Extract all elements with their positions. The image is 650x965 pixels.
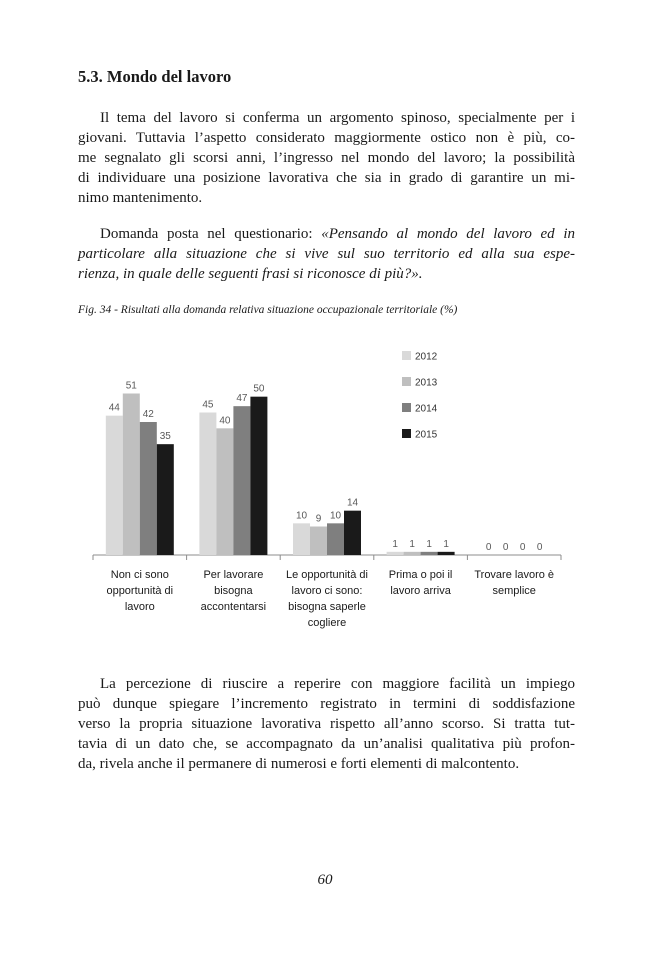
question-quote: rienza, in quale delle seguenti frasi si riconosce di più?». — [78, 266, 423, 282]
page-number: 60 — [317, 872, 333, 888]
text-line — [78, 264, 575, 284]
data-label: 51 — [125, 380, 137, 392]
category-label: semplice — [492, 585, 536, 597]
legend-swatch — [402, 351, 411, 360]
category-label: Per lavorare — [203, 569, 264, 581]
bar-2012 — [387, 552, 404, 555]
bar-2015 — [157, 444, 174, 555]
data-label: 1 — [443, 538, 449, 550]
data-label: 1 — [426, 538, 432, 550]
category-label: lavoro arriva — [390, 585, 451, 597]
bar-2014 — [140, 422, 157, 555]
text-line: verso la propria situazione lavorativa rispetto all’anno scorso. Si tratta tut- — [78, 716, 575, 732]
legend-label: 2012 — [415, 351, 438, 363]
data-label: 10 — [295, 510, 308, 522]
category-label: accontentarsi — [200, 601, 267, 613]
category-label: Prima o poi il — [388, 569, 453, 581]
data-label: 1 — [392, 538, 398, 550]
data-label: 50 — [253, 383, 265, 395]
bar-chart-svg — [78, 340, 578, 640]
category-label: lavoro — [124, 601, 155, 613]
data-label: 14 — [346, 497, 359, 509]
bar-2012 — [293, 523, 310, 555]
question-paragraph — [78, 224, 575, 284]
conclusion-paragraph — [78, 674, 575, 774]
text-line: giovani. Tuttavia l’aspetto considerato maggiormente ostico non è più, co- — [78, 130, 575, 146]
bar-2013 — [216, 428, 233, 555]
bar-2014 — [421, 552, 438, 555]
data-label: 10 — [329, 510, 342, 522]
bar-2013 — [404, 552, 421, 555]
category-label: bisogna — [214, 585, 253, 597]
bar-2014 — [327, 523, 344, 555]
text-line: La percezione di riuscire a reperire con maggiore facilità un impiego — [100, 676, 575, 692]
intro-paragraph — [78, 108, 575, 208]
legend-swatch — [402, 429, 411, 438]
text-line: Il tema del lavoro si conferma un argomento spinoso, specialmente per i — [100, 110, 575, 126]
legend-swatch — [402, 403, 411, 412]
text-line: me segnalato gli scorsi anni, l’ingresso nel mondo del lavoro; la possibilità — [78, 150, 575, 166]
data-label: 0 — [502, 542, 509, 553]
text-line — [78, 224, 575, 244]
category-label: opportunità di — [106, 585, 174, 597]
bar-2013 — [310, 527, 327, 556]
bar-2012 — [106, 416, 123, 555]
legend-label: 2014 — [415, 403, 438, 415]
category-label: bisogna saperle — [288, 601, 366, 613]
data-label: 0 — [519, 542, 526, 553]
text-line: nimo mantenimento. — [78, 190, 203, 206]
legend-label: 2015 — [415, 429, 438, 441]
data-label: 42 — [142, 409, 154, 420]
section-heading: 5.3. Mondo del lavoro — [78, 67, 232, 86]
question-quote: particolare alla situazione che si vive sul suo territorio ed alla sua espe- — [78, 246, 575, 262]
text-line: tavia di un dato che, se accompagnato da un’analisi qualitativa più profon- — [78, 736, 575, 752]
category-label: lavoro ci sono: — [291, 585, 363, 597]
text-line: può dunque spiegare l’incremento registrato in termini di soddisfazione — [78, 696, 575, 712]
data-label: 45 — [202, 399, 214, 411]
data-label: 0 — [536, 542, 543, 553]
category-label: cogliere — [307, 617, 347, 629]
text-line — [78, 244, 575, 264]
bar-2015 — [438, 552, 455, 555]
data-label: 35 — [159, 431, 171, 443]
question-lead: Domanda posta nel questionario: — [100, 226, 322, 242]
data-label: 47 — [236, 393, 248, 405]
bar-2013 — [123, 394, 140, 556]
data-label: 44 — [108, 402, 120, 414]
category-label: Le opportunità di — [286, 569, 368, 581]
bar-2014 — [233, 406, 250, 555]
bar-2015 — [250, 397, 267, 555]
category-label: Non ci sono — [110, 569, 169, 581]
legend-label: 2013 — [415, 377, 438, 389]
bar-2015 — [344, 511, 361, 555]
bar-2012 — [199, 413, 216, 556]
question-quote: «Pensando al mondo del lavoro ed in — [321, 226, 575, 242]
text-line: da, rivela anche il permanere di numerosi e forti elementi di malcontento. — [78, 756, 520, 772]
legend-swatch — [402, 377, 411, 386]
data-label: 40 — [219, 415, 231, 427]
data-label: 0 — [485, 542, 492, 553]
bar-chart — [78, 340, 578, 640]
data-label: 1 — [409, 538, 415, 550]
category-label: Trovare lavoro è — [474, 569, 555, 581]
figure-caption: Fig. 34 - Risultati alla domanda relativa situazione occupazionale territoriale (%) — [78, 304, 458, 316]
text-line: di individuare una posizione lavorativa che sia in grado di garantire un mi- — [78, 170, 575, 186]
data-label: 9 — [315, 513, 322, 525]
